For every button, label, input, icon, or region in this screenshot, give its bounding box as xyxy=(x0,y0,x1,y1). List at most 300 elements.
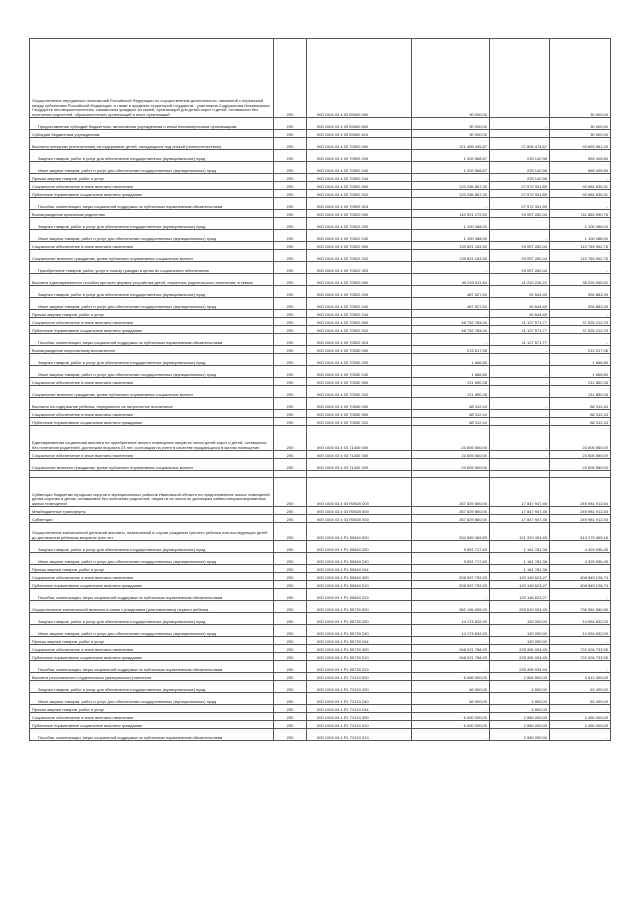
table-row xyxy=(30,661,611,673)
executed-amount-cell: - xyxy=(490,354,550,366)
line-code-cell: 200 xyxy=(274,613,307,625)
approved-amount-cell: 66 900,00 xyxy=(412,693,490,705)
line-code-cell: 200 xyxy=(274,386,307,398)
line-code-cell: 200 xyxy=(274,515,307,523)
indicator-name-cell: Пособия, компенсации, меры социальной поддержки по публичным нормативным обязательствам xyxy=(30,661,274,673)
budget-classification-code-cell: 000 1004 03 4 03 71440 300 xyxy=(307,451,412,459)
unexecuted-amount-cell: 213 517,08 xyxy=(550,346,611,354)
line-code-cell: 200 xyxy=(274,218,307,230)
budget-classification-code-cell: 000 1004 03 4 P1 71210 200 xyxy=(307,681,412,693)
executed-amount-cell: - xyxy=(490,459,550,471)
line-code-cell: 200 xyxy=(274,210,307,218)
unexecuted-amount-cell: 93 653 961,00 xyxy=(550,138,611,150)
executed-amount-cell: 1 161 781,38 xyxy=(490,553,550,565)
budget-classification-code-cell: 000 1004 03 4 03 70510 200 xyxy=(307,218,412,230)
indicator-name-cell: Выплата регионального студенческого (материнского) капитала xyxy=(30,673,274,681)
executed-amount-cell: - xyxy=(490,366,550,378)
table-row xyxy=(30,318,611,326)
indicator-name-cell: Прочая закупка товаров, работ и услуг xyxy=(30,565,274,573)
approved-amount-cell: 120 256 867,20 xyxy=(412,182,490,190)
line-code-cell: 200 xyxy=(274,318,307,326)
line-code-cell: 200 xyxy=(274,286,307,298)
executed-amount-cell: - xyxy=(490,346,550,354)
budget-classification-code-cell: 000 1004 03 4 03 70520 310 xyxy=(307,326,412,334)
budget-classification-code-cell: 000 1004 03 4 P1 71210 300 xyxy=(307,713,412,721)
table-row xyxy=(30,250,611,262)
unexecuted-amount-cell: 3 512 400,00 xyxy=(550,673,611,681)
line-code-cell: 200 xyxy=(274,451,307,459)
unexecuted-amount-cell: 4 429 936,45 xyxy=(550,541,611,553)
executed-amount-cell: 92 644,45 xyxy=(490,298,550,310)
budget-classification-code-cell: 000 1004 03 4 03 70520 200 xyxy=(307,286,412,298)
budget-classification-code-cell: 000 1004 03 4 P1 71210 313 xyxy=(307,729,412,741)
budget-classification-code-cell: 000 1004 03 4 03 R0820 000 xyxy=(307,478,412,507)
indicator-name-cell: Публичные нормативные социальные выплаты гражданам xyxy=(30,418,274,426)
unexecuted-amount-cell: 1 100 088,00 xyxy=(550,230,611,242)
unexecuted-amount-cell: 62 400,00 xyxy=(550,681,611,693)
executed-amount-cell: 29 057 282,04 xyxy=(490,262,550,274)
unexecuted-amount-cell: 88 312,44 xyxy=(550,418,611,426)
executed-amount-cell: 121 310 404,65 xyxy=(490,523,550,541)
unexecuted-amount-cell: 37 625 212,23 xyxy=(550,326,611,334)
approved-amount-cell: 1 100 088,00 xyxy=(412,230,490,242)
executed-amount-cell: 225 495 034,45 xyxy=(490,653,550,661)
line-code-cell: 200 xyxy=(274,174,307,182)
budget-execution-table xyxy=(29,38,611,741)
approved-amount-cell: 267 829 860,00 xyxy=(412,515,490,523)
executed-amount-cell: 29 057 282,04 xyxy=(490,210,550,218)
table-row xyxy=(30,286,611,298)
table-row xyxy=(30,645,611,653)
table-row xyxy=(30,601,611,613)
executed-amount-cell: 27 805 474,87 xyxy=(490,138,550,150)
budget-classification-code-cell: 000 1004 03 4 P1 55730 244 xyxy=(307,637,412,645)
budget-classification-code-cell: 000 1004 03 4 P1 50840 310 xyxy=(307,581,412,589)
unexecuted-amount-cell: 111 863 990,76 xyxy=(550,210,611,218)
budget-classification-code-cell: 000 1004 03 4 P1 71210 310 xyxy=(307,721,412,729)
table-row xyxy=(30,326,611,334)
unexecuted-amount-cell: - xyxy=(550,310,611,318)
line-code-cell: 200 xyxy=(274,182,307,190)
indicator-name-cell: Социальные выплаты гражданам, кроме публичных нормативных социальных выплат xyxy=(30,386,274,398)
executed-amount-cell: - xyxy=(490,230,550,242)
table-row xyxy=(30,174,611,182)
executed-amount-cell: 225 495 034,45 xyxy=(490,661,550,673)
approved-amount-cell: - xyxy=(412,705,490,713)
line-code-cell: 200 xyxy=(274,150,307,162)
budget-classification-code-cell: 000 1004 03 4 03 70520 000 xyxy=(307,274,412,286)
budget-classification-code-cell: 000 1004 03 4 03 70520 240 xyxy=(307,298,412,310)
approved-amount-cell: 1 666,80 xyxy=(412,354,490,366)
unexecuted-amount-cell: 736 581 580,55 xyxy=(550,601,611,613)
executed-amount-cell: 120 000,00 xyxy=(490,613,550,625)
unexecuted-amount-cell: 394 883,39 xyxy=(550,286,611,298)
budget-classification-code-cell: 000 1004 03 4 03 70530 320 xyxy=(307,386,412,398)
budget-classification-code-cell: 000 1004 03 4 03 70500 240 xyxy=(307,162,412,174)
report-sheet xyxy=(29,38,610,741)
unexecuted-amount-cell: - xyxy=(550,565,611,573)
approved-amount-cell: 48 752 784,00 xyxy=(412,318,490,326)
budget-classification-code-cell: 000 1004 03 4 03 70500 244 xyxy=(307,174,412,182)
budget-classification-code-cell: 000 1004 03 4 03 R0820 500 xyxy=(307,507,412,515)
table-row xyxy=(30,334,611,346)
indicator-name-cell: Приобретение товаров, работ, услуг в пользу граждан в целях их социального обеспечения xyxy=(30,262,274,274)
line-code-cell: 200 xyxy=(274,310,307,318)
budget-classification-code-cell: 000 1004 03 4 03 71440 000 xyxy=(307,426,412,451)
unexecuted-amount-cell: 969 425,69 xyxy=(550,162,611,174)
unexecuted-amount-cell: 92 684 535,31 xyxy=(550,190,611,198)
executed-amount-cell: 29 057 282,04 xyxy=(490,242,550,250)
unexecuted-amount-cell: 413 279 065,18 xyxy=(550,523,611,541)
line-code-cell: 200 xyxy=(274,39,307,118)
table-row xyxy=(30,118,611,130)
line-code-cell: 200 xyxy=(274,138,307,150)
budget-classification-code-cell xyxy=(307,471,412,478)
table-row xyxy=(30,378,611,386)
table-row xyxy=(30,471,611,478)
approved-amount-cell: 14 174 832,00 xyxy=(412,625,490,637)
indicator-name-cell: Социальное обеспечение и иные выплаты населению xyxy=(30,182,274,190)
line-code-cell: 200 xyxy=(274,130,307,138)
indicator-name-cell: Прочая закупка товаров, работ и услуг xyxy=(30,310,274,318)
line-code-cell xyxy=(274,471,307,478)
line-code-cell: 200 xyxy=(274,653,307,661)
table-row xyxy=(30,613,611,625)
line-code-cell: 200 xyxy=(274,565,307,573)
line-code-cell: 200 xyxy=(274,681,307,693)
indicator-name-cell: Иные закупки товаров, работ и услуг для обеспечения государственных (муниципальных) нужд xyxy=(30,553,274,565)
table-row xyxy=(30,729,611,741)
indicator-name-cell: Выплаты на содержание ребенка, переданного на патронатное воспитание xyxy=(30,398,274,410)
executed-amount-cell: 11 127 571,77 xyxy=(490,326,550,334)
indicator-name-cell: Закупка товаров, работ и услуг для обеспечения государственных (муниципальных) нужд xyxy=(30,681,274,693)
unexecuted-amount-cell: 408 849 128,73 xyxy=(550,581,611,589)
table-row xyxy=(30,130,611,138)
indicator-name-cell: Межбюджетные трансферты xyxy=(30,507,274,515)
indicator-name-cell: Осуществление ежемесячной выплаты в связи с рождением (усыновлением) первого ребенка xyxy=(30,601,274,613)
table-row xyxy=(30,565,611,573)
budget-classification-code-cell: 000 1004 03 4 P1 55730 313 xyxy=(307,661,412,673)
table-row xyxy=(30,310,611,318)
table-row xyxy=(30,230,611,242)
approved-amount-cell: 962 196 605,00 xyxy=(412,601,490,613)
executed-amount-cell: - xyxy=(490,418,550,426)
unexecuted-amount-cell: 88 312,44 xyxy=(550,410,611,418)
approved-amount-cell: 487 527,84 xyxy=(412,298,490,310)
approved-amount-cell: 528 997 752,00 xyxy=(412,581,490,589)
indicator-name-cell: Иные закупки товаров, работ и услуг для обеспечения государственных (муниципальных) нужд xyxy=(30,366,274,378)
indicator-name-cell: Иные закупки товаров, работ и услуг для обеспечения государственных (муниципальных) нужд xyxy=(30,298,274,310)
approved-amount-cell: 88 312,44 xyxy=(412,398,490,410)
table-row xyxy=(30,39,611,118)
approved-amount-cell: 30 000,00 xyxy=(412,39,490,118)
approved-amount-cell: 6 000 000,00 xyxy=(412,721,490,729)
line-code-cell: 200 xyxy=(274,274,307,286)
executed-amount-cell: 2 550 000,00 xyxy=(490,721,550,729)
approved-amount-cell: 213 517,08 xyxy=(412,346,490,354)
executed-amount-cell: 120 148 623,27 xyxy=(490,573,550,581)
executed-amount-cell: - xyxy=(490,398,550,410)
table-row xyxy=(30,410,611,418)
unexecuted-amount-cell: 38 020 095,62 xyxy=(550,274,611,286)
table-row xyxy=(30,346,611,354)
indicator-name-cell: Пособия, компенсации, меры социальной поддержки по публичным нормативным обязательствам xyxy=(30,334,274,346)
unexecuted-amount-cell: 722 526 733,55 xyxy=(550,645,611,653)
line-code-cell: 200 xyxy=(274,262,307,274)
table-row xyxy=(30,681,611,693)
budget-classification-code-cell: 000 1004 03 4 P1 55730 300 xyxy=(307,645,412,653)
unexecuted-amount-cell: - xyxy=(550,198,611,210)
executed-amount-cell: 4 500,00 xyxy=(490,705,550,713)
budget-classification-code-cell: 000 1004 03 4 03 70500 200 xyxy=(307,150,412,162)
budget-classification-code-cell: 000 1004 03 4 03 70530 200 xyxy=(307,354,412,366)
approved-amount-cell: - xyxy=(412,262,490,274)
approved-amount-cell: 49 240 311,84 xyxy=(412,274,490,286)
approved-amount-cell: 528 997 752,00 xyxy=(412,573,490,581)
indicator-name-cell: Публичные нормативные социальные выплаты гражданам xyxy=(30,326,274,334)
table-row xyxy=(30,242,611,250)
indicator-name-cell: Закупка товаров, работ и услуг для обеспечения государственных (муниципальных) нужд xyxy=(30,354,274,366)
executed-amount-cell: 233 142,98 xyxy=(490,162,550,174)
indicator-name-cell: Социальное обеспечение и иные выплаты населению xyxy=(30,318,274,326)
indicator-name-cell: Социальное обеспечение и иные выплаты населению xyxy=(30,242,274,250)
indicator-name-cell: Публичные нормативные социальные выплаты гражданам xyxy=(30,653,274,661)
line-code-cell: 200 xyxy=(274,661,307,673)
budget-classification-code-cell: 000 1004 03 4 03 70500 313 xyxy=(307,198,412,210)
line-code-cell: 200 xyxy=(274,637,307,645)
table-body xyxy=(30,39,611,741)
table-row xyxy=(30,459,611,471)
approved-amount-cell: 66 900,00 xyxy=(412,681,490,693)
indicator-name-cell: Осуществление переданных полномочий Российской Федерации по осуществлению деятельности, связанной с перевозкой между субъектами Российской Федерации, а также в пределах территорий государств - участников Содружества Независимых Государств несовершеннолетних, самовольно ушедших из семей, организаций для детей-сирот и детей, оставшихся без попечения родителей, образовательных организаций и иных организаций xyxy=(30,39,274,118)
line-code-cell: 200 xyxy=(274,230,307,242)
approved-amount-cell: 1 100 088,00 xyxy=(412,218,490,230)
approved-amount-cell: 140 921 272,50 xyxy=(412,210,490,218)
table-row xyxy=(30,523,611,541)
indicator-name-cell: Пособия, компенсации, меры социальной поддержки по публичным нормативным обязательствам xyxy=(30,589,274,601)
table-row xyxy=(30,705,611,713)
line-code-cell: 200 xyxy=(274,366,307,378)
unexecuted-amount-cell: - xyxy=(550,589,611,601)
approved-amount-cell: - xyxy=(412,198,490,210)
table-row xyxy=(30,426,611,451)
unexecuted-amount-cell: - xyxy=(550,262,611,274)
line-code-cell: 200 xyxy=(274,326,307,334)
line-code-cell: 200 xyxy=(274,523,307,541)
executed-amount-cell: - xyxy=(490,118,550,130)
unexecuted-amount-cell: 62 400,00 xyxy=(550,693,611,705)
executed-amount-cell: - xyxy=(490,378,550,386)
approved-amount-cell: 534 589 469,83 xyxy=(412,523,490,541)
executed-amount-cell: 11 127 571,77 xyxy=(490,334,550,346)
budget-classification-code-cell: 000 1004 03 4 03 70510 323 xyxy=(307,262,412,274)
table-row xyxy=(30,298,611,310)
executed-amount-cell: 2 550 000,00 xyxy=(490,729,550,741)
line-code-cell: 200 xyxy=(274,198,307,210)
budget-classification-code-cell: 000 1004 03 4 03 70510 300 xyxy=(307,242,412,250)
approved-amount-cell: 267 829 860,00 xyxy=(412,507,490,515)
executed-amount-cell: - xyxy=(490,39,550,118)
line-code-cell: 200 xyxy=(274,378,307,386)
indicator-name-cell: Публичные нормативные социальные выплаты гражданам xyxy=(30,721,274,729)
budget-classification-code-cell: 000 1004 03 4 P1 55730 200 xyxy=(307,613,412,625)
line-code-cell: 200 xyxy=(274,581,307,589)
indicator-name-cell: Пособия, компенсации, меры социальной поддержки по публичным нормативным обязательствам xyxy=(30,729,274,741)
unexecuted-amount-cell: 23 605 560,00 xyxy=(550,459,611,471)
budget-classification-code-cell: 000 1004 03 4 03 70530 300 xyxy=(307,378,412,386)
line-code-cell: 200 xyxy=(274,190,307,198)
unexecuted-amount-cell: 3 450 000,00 xyxy=(550,721,611,729)
table-row xyxy=(30,182,611,190)
executed-amount-cell: 120 000,00 xyxy=(490,637,550,645)
budget-classification-code-cell: 000 1004 03 4 03 70530 000 xyxy=(307,346,412,354)
budget-classification-code-cell: 000 1004 03 4 03 70520 300 xyxy=(307,318,412,326)
executed-amount-cell: - xyxy=(490,451,550,459)
approved-amount-cell: 139 821 184,50 xyxy=(412,250,490,262)
budget-classification-code-cell: 000 1004 03 4 P1 71210 000 xyxy=(307,673,412,681)
budget-classification-code-cell: 000 1004 03 4 03 70510 000 xyxy=(307,210,412,218)
indicator-name-cell: Вознаграждение приемным родителям xyxy=(30,210,274,218)
approved-amount-cell: 1 202 568,67 xyxy=(412,150,490,162)
line-code-cell: 200 xyxy=(274,426,307,451)
table-row xyxy=(30,418,611,426)
line-code-cell: 200 xyxy=(274,729,307,741)
unexecuted-amount-cell: 722 526 733,55 xyxy=(550,653,611,661)
budget-classification-code-cell: 000 1004 03 4 03 70540 300 xyxy=(307,410,412,418)
approved-amount-cell: 1 666,80 xyxy=(412,366,490,378)
line-code-cell: 200 xyxy=(274,354,307,366)
indicator-name-cell: Прочая закупка товаров, работ и услуг xyxy=(30,637,274,645)
executed-amount-cell: - xyxy=(490,426,550,451)
table-row xyxy=(30,366,611,378)
indicator-name-cell: Социальные выплаты гражданам, кроме публичных нормативных социальных выплат xyxy=(30,250,274,262)
budget-classification-code-cell: 000 1004 03 4 P1 50840 240 xyxy=(307,553,412,565)
approved-amount-cell: 5 591 717,83 xyxy=(412,553,490,565)
unexecuted-amount-cell: 14 054 832,00 xyxy=(550,613,611,625)
unexecuted-amount-cell: - xyxy=(550,637,611,645)
approved-amount-cell xyxy=(412,471,490,478)
indicator-name-cell: Социальное обеспечение и иные выплаты населению xyxy=(30,378,274,386)
unexecuted-amount-cell: 30 000,00 xyxy=(550,39,611,118)
unexecuted-amount-cell: 4 429 936,45 xyxy=(550,553,611,565)
indicator-name-cell: Иные закупки товаров, работ и услуг для обеспечения государственных (муниципальных) нужд xyxy=(30,230,274,242)
budget-classification-code-cell: 000 1004 03 4 P1 55730 000 xyxy=(307,601,412,613)
approved-amount-cell: 23 605 560,00 xyxy=(412,459,490,471)
line-code-cell: 200 xyxy=(274,507,307,515)
unexecuted-amount-cell: 211 850,28 xyxy=(550,378,611,386)
line-code-cell: 200 xyxy=(274,118,307,130)
unexecuted-amount-cell: 37 625 212,23 xyxy=(550,318,611,326)
executed-amount-cell: 120 148 623,27 xyxy=(490,581,550,589)
unexecuted-amount-cell: 3 450 000,00 xyxy=(550,713,611,721)
table-row xyxy=(30,721,611,729)
indicator-name-cell: Закупка товаров, работ и услуг для обеспечения государственных (муниципальных) нужд xyxy=(30,541,274,553)
budget-classification-code-cell: 000 1004 03 4 03 59400 000 xyxy=(307,39,412,118)
budget-classification-code-cell: 000 1004 03 4 03 70520 313 xyxy=(307,334,412,346)
executed-amount-cell: 17 847 947,46 xyxy=(490,515,550,523)
table-row xyxy=(30,589,611,601)
executed-amount-cell: 233 142,98 xyxy=(490,150,550,162)
unexecuted-amount-cell: 110 763 902,76 xyxy=(550,242,611,250)
unexecuted-amount-cell: 249 981 912,54 xyxy=(550,507,611,515)
budget-classification-code-cell: 000 1004 03 4 P1 50840 244 xyxy=(307,565,412,573)
indicator-name-cell: Социальное обеспечение и иные выплаты населению xyxy=(30,573,274,581)
table-row xyxy=(30,150,611,162)
approved-amount-cell: - xyxy=(412,589,490,601)
line-code-cell: 200 xyxy=(274,673,307,681)
line-code-cell: 200 xyxy=(274,705,307,713)
indicator-name-cell: Пособия, компенсации, меры социальной поддержки по публичным нормативным обязательствам xyxy=(30,198,274,210)
unexecuted-amount-cell: 408 849 128,73 xyxy=(550,573,611,581)
indicator-name-cell: Социальное обеспечение и иные выплаты населению xyxy=(30,645,274,653)
executed-amount-cell xyxy=(490,471,550,478)
approved-amount-cell: 23 605 560,00 xyxy=(412,451,490,459)
approved-amount-cell: 211 850,28 xyxy=(412,386,490,398)
indicator-name-cell: Осуществление ежемесячной денежной выплаты, назначаемой в случае рождения третьего ребенка или последующих детей до достижения ребенком возраста трех лет xyxy=(30,523,274,541)
budget-classification-code-cell: 000 1004 03 4 03 R0820 530 xyxy=(307,515,412,523)
approved-amount-cell: 5 591 717,83 xyxy=(412,541,490,553)
table-row xyxy=(30,210,611,218)
indicator-name-cell: Единовременная социальная выплата на приобретение жилого помещения лицам из числа детей-сирот и детей, оставшихся без попечения родителей, достигшим возраста 23 лет, состоящим на учете в качестве нуждающихся в жилом помещении xyxy=(30,426,274,451)
executed-amount-cell: 11 127 571,77 xyxy=(490,318,550,326)
unexecuted-amount-cell: 30 000,00 xyxy=(550,118,611,130)
line-code-cell: 200 xyxy=(274,346,307,354)
line-code-cell: 200 xyxy=(274,478,307,507)
line-code-cell: 200 xyxy=(274,541,307,553)
unexecuted-amount-cell: 14 054 832,00 xyxy=(550,625,611,637)
table-row xyxy=(30,386,611,398)
table-row xyxy=(30,218,611,230)
approved-amount-cell: 48 752 784,00 xyxy=(412,326,490,334)
indicator-name-cell: Социальное обеспечение и иные выплаты населению xyxy=(30,451,274,459)
executed-amount-cell: 1 161 781,38 xyxy=(490,541,550,553)
table-row xyxy=(30,478,611,507)
table-row xyxy=(30,581,611,589)
executed-amount-cell: 1 161 781,38 xyxy=(490,565,550,573)
budget-classification-code-cell: 000 1004 03 4 03 70510 240 xyxy=(307,230,412,242)
budget-classification-code-cell: 000 1004 03 4 03 70520 244 xyxy=(307,310,412,318)
executed-amount-cell: 29 057 282,04 xyxy=(490,250,550,262)
approved-amount-cell: 487 527,84 xyxy=(412,286,490,298)
approved-amount-cell: 88 312,44 xyxy=(412,418,490,426)
approved-amount-cell: 948 021 768,00 xyxy=(412,653,490,661)
executed-amount-cell: 4 500,00 xyxy=(490,693,550,705)
table-row xyxy=(30,693,611,705)
line-code-cell: 200 xyxy=(274,398,307,410)
table-row xyxy=(30,515,611,523)
table-row xyxy=(30,541,611,553)
line-code-cell: 200 xyxy=(274,298,307,310)
executed-amount-cell: 92 644,45 xyxy=(490,286,550,298)
line-code-cell: 200 xyxy=(274,713,307,721)
approved-amount-cell: 121 459 435,87 xyxy=(412,138,490,150)
budget-classification-code-cell: 000 1004 03 4 P1 55730 310 xyxy=(307,653,412,661)
approved-amount-cell: 30 000,00 xyxy=(412,118,490,130)
budget-classification-code-cell: 000 1004 03 4 P1 50840 313 xyxy=(307,589,412,601)
line-code-cell: 200 xyxy=(274,250,307,262)
line-code-cell: 200 xyxy=(274,601,307,613)
executed-amount-cell: 11 220 216,22 xyxy=(490,274,550,286)
budget-classification-code-cell: 000 1004 03 4 03 59400 600 xyxy=(307,118,412,130)
unexecuted-amount-cell: 394 883,39 xyxy=(550,298,611,310)
indicator-name-cell: Социальное обеспечение и иные выплаты населению xyxy=(30,410,274,418)
approved-amount-cell: 30 000,00 xyxy=(412,130,490,138)
executed-amount-cell: 27 572 331,89 xyxy=(490,198,550,210)
executed-amount-cell: 17 847 947,46 xyxy=(490,507,550,515)
line-code-cell: 200 xyxy=(274,589,307,601)
budget-classification-code-cell: 000 1004 03 4 P1 71210 244 xyxy=(307,705,412,713)
indicator-name-cell: Выплата единовременного пособия при всех формах устройства детей, лишенных родительского попечения, в семью xyxy=(30,274,274,286)
